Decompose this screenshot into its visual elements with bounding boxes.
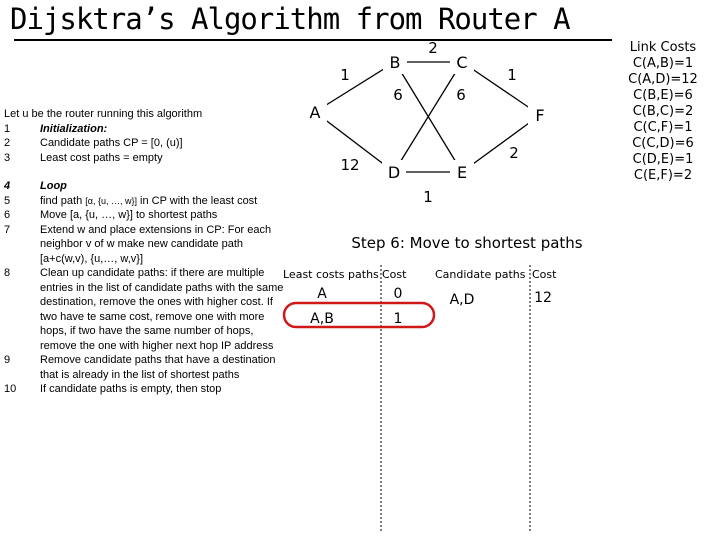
edge-label-b-c: 2 [428,39,438,57]
page-title: Dijsktra’s Algorithm from Router A [10,2,570,36]
least-path-cell: A [317,286,327,302]
line-number: 3 [4,151,11,164]
candidate-cost-cell: 12 [534,290,552,306]
link-cost-item: C(A,D)=12 [628,72,698,87]
least-cost-col-header: Cost [382,268,407,281]
node-f: F [535,106,545,125]
edge-label-e-f: 2 [509,144,519,162]
line-number: 9 [4,354,11,366]
line-number: 4 [4,180,11,192]
node-b: B [389,53,401,72]
line-number: 2 [4,137,11,149]
candidate-path-cell: A,D [449,292,475,308]
link-cost-item: C(B,E)=6 [633,88,693,103]
highlight-ring [284,303,434,327]
edge-label-c-d: 6 [456,86,466,104]
link-cost-item: C(C,D)=6 [632,136,694,151]
link-cost-item: C(E,F)=2 [633,168,693,183]
link-cost-item: C(C,F)=1 [633,120,693,135]
node-a: A [309,103,321,122]
line-text: Move [a, {u, …, w}] to shortest paths [40,209,218,221]
link-cost-item: C(A,B)=1 [632,56,694,71]
candidate-cost-col-header: Cost [532,268,557,281]
line-text: If candidate paths is empty, then stop [40,383,222,395]
line-text: Initialization: [40,122,108,135]
line-text: Remove candidate paths that have a destination that is already in the list of shortest paths [40,354,276,381]
link-cost-item: C(B,C)=2 [632,104,694,119]
line-number: 7 [4,223,11,236]
least-costs-header: Least costs paths [283,268,379,281]
least-cost-cell: 0 [393,286,403,302]
edge-label-d-e: 1 [423,188,433,206]
line-number: 5 [4,194,11,207]
line-number: 1 [4,122,11,135]
algorithm-intro: Let u be the router running this algorithm [4,108,203,120]
line-number: 6 [4,209,11,221]
line-text: Clean up candidate paths: if there are multiple entries in the list of candidate paths with the same destination, remove the ones with higher cost. If two have te same cost, remove one with more hops, if two have the same number of hops, remove the one with higher next hop IP address [40,267,284,352]
edge-label-b-e: 6 [393,86,403,104]
edge-label-c-f: 1 [507,66,517,84]
node-e: E [456,163,468,182]
least-cost-cell: 1 [393,311,403,327]
link-cost-item: C(D,E)=1 [632,152,694,167]
candidate-paths-header: Candidate paths [435,268,526,281]
least-path-cell: A,B [310,311,334,327]
line-text: Least cost paths = empty [40,151,163,164]
step-title: Step 6: Move to shortest paths [351,234,583,252]
line-text: Candidate paths CP = [0, (u)] [40,137,183,149]
line-number: 8 [4,267,11,279]
node-d: D [387,163,401,182]
line-number: 10 [4,383,17,395]
line-text: find path [α, {u, …, w}] in CP with the least cost [40,194,258,207]
edge-label-a-b: 1 [340,66,350,84]
link-costs-header: Link Costs [629,40,697,55]
line-text: Extend w and place extensions in CP: For each neighbor v of w make new candidate path [a+c(w,v), {u,…, w,v}] [40,223,272,265]
node-c: C [456,53,468,72]
edge-label-a-d: 12 [340,156,360,174]
line-text: Loop [40,180,67,192]
